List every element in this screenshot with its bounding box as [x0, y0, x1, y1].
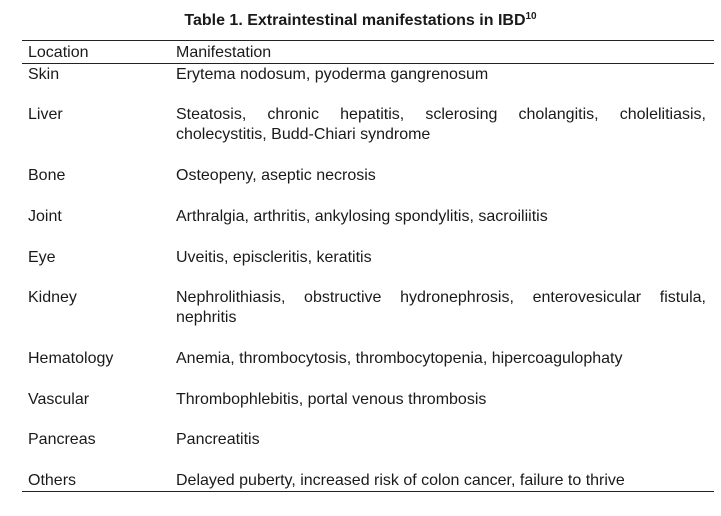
- row-manifestation-bone: Osteopeny, aseptic necrosis: [176, 167, 376, 184]
- row-location-skin: Skin: [28, 66, 60, 83]
- row-location-vascular: Vascular: [28, 391, 90, 408]
- row-manifestation-eye: Uveitis, episcleritis, keratitis: [176, 249, 372, 266]
- row-location-eye: Eye: [28, 249, 56, 266]
- row-location-liver: Liver: [28, 106, 63, 123]
- header-manifestation: Manifestation: [176, 44, 272, 61]
- row-manifestation-hematology: Anemia, thrombocytosis, thrombocytopenia, hipercoagulophaty: [176, 350, 623, 367]
- row-manifestation-joint: Arthralgia, arthritis, ankylosing spondylitis, sacroiliitis: [176, 208, 548, 225]
- table-header-rule: [22, 63, 714, 64]
- row-location-others: Others: [28, 472, 77, 489]
- row-manifestation-vascular: Thrombophlebitis, portal venous thrombosis: [176, 391, 487, 408]
- row-manifestation-others: Delayed puberty, increased risk of colon cancer, failure to thrive: [176, 472, 625, 489]
- row-manifestation-liver: Steatosis, chronic hepatitis, sclerosing cholangitis, cholelitiasis, cholecystitis, Budd-Chiari syndrome: [176, 106, 706, 143]
- table-bottom-rule: [22, 491, 714, 492]
- table-title: [0, 10, 721, 32]
- table-title-reference: 10: [525, 11, 537, 22]
- table-top-rule: [22, 40, 714, 41]
- row-location-pancreas: Pancreas: [28, 431, 96, 448]
- table-title-text: Table 1. Extraintestinal manifestations in IBD: [184, 12, 526, 29]
- row-manifestation-kidney: Nephrolithiasis, obstructive hydronephrosis, enterovesicular fistula, nephritis: [176, 289, 706, 326]
- header-location: Location: [28, 44, 89, 61]
- row-manifestation-pancreas: Pancreatitis: [176, 431, 260, 448]
- row-manifestation-skin: Erytema nodosum, pyoderma gangrenosum: [176, 66, 489, 83]
- row-location-joint: Joint: [28, 208, 62, 225]
- row-location-bone: Bone: [28, 167, 66, 184]
- row-location-hematology: Hematology: [28, 350, 114, 367]
- row-location-kidney: Kidney: [28, 289, 77, 306]
